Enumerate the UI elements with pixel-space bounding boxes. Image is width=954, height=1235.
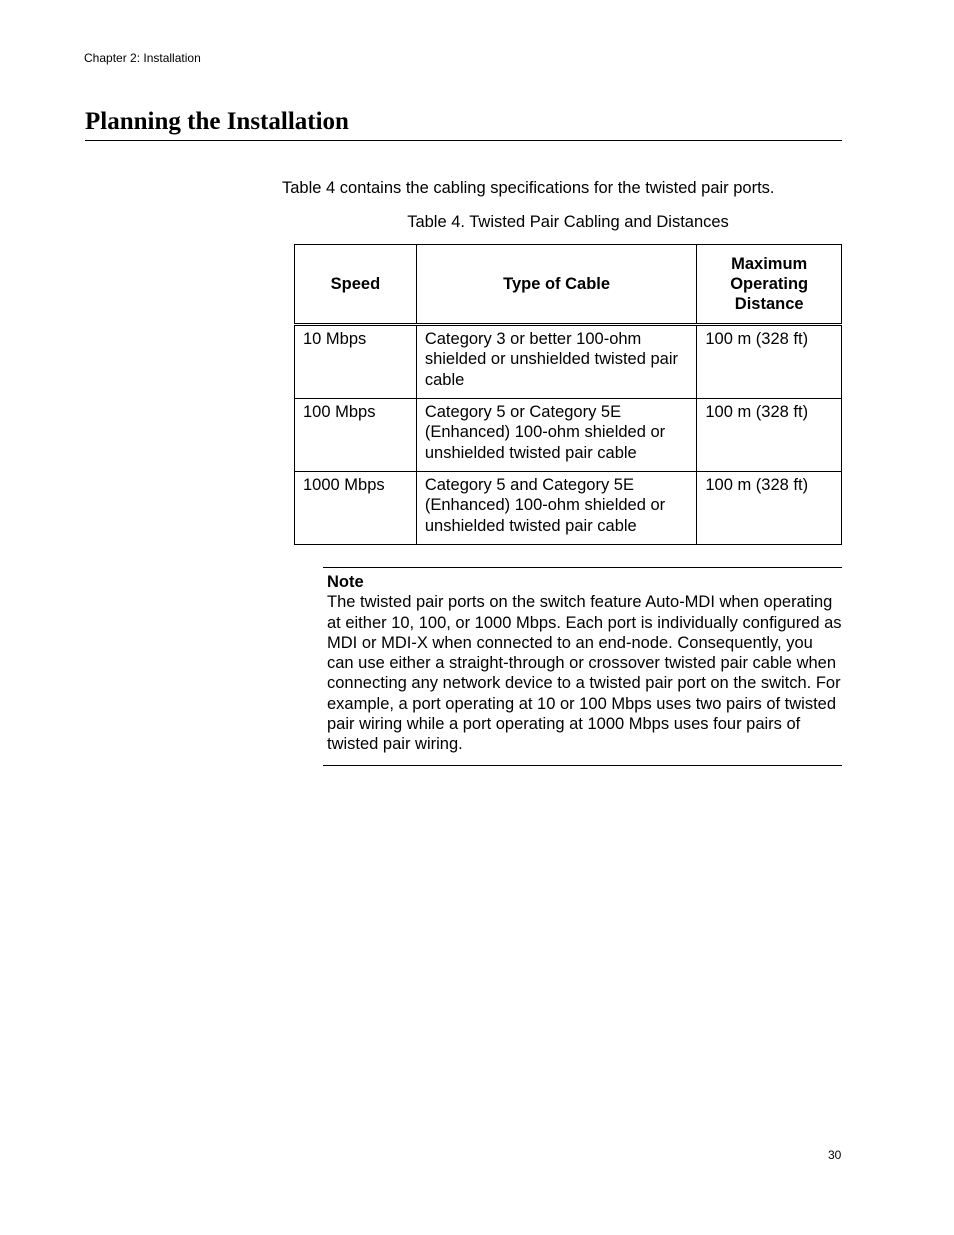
cell-speed: 100 Mbps [295,399,417,472]
cell-distance: 100 m (328 ft) [697,399,842,472]
cell-speed: 1000 Mbps [295,472,417,545]
note-text: The twisted pair ports on the switch feature Auto-MDI when operating at either 10, 100, or 1000 Mbps. Each port is individually configured as MDI or MDI-X when connected to an end-node. Consequently, you can use either a straight-through or crossover twisted pair cable when connecting any network device to a twisted pair port on the switch. For example, a port operating at 10 or 100 Mbps uses two pairs of twisted pair wiring while a port operating at 1000 Mbps uses four pairs of twisted pair wiring. [327,593,842,754]
table-caption: Table 4. Twisted Pair Cabling and Distances [407,213,729,231]
note-box [323,567,842,766]
cell-distance: 100 m (328 ft) [697,472,842,545]
cell-speed: 10 Mbps [295,325,417,399]
cell-distance: 100 m (328 ft) [697,325,842,399]
section-title: Planning the Installation [85,108,349,135]
cell-type: Category 5 or Category 5E (Enhanced) 100-ohm shielded or unshielded twisted pair cable [416,399,697,472]
page-number: 30 [828,1148,842,1162]
column-header-type: Type of Cable [416,245,697,325]
column-header-speed: Speed [295,245,417,325]
table-row [295,325,842,399]
note-label: Note [327,573,364,591]
cabling-table [294,244,842,545]
intro-paragraph: Table 4 contains the cabling specifications for the twisted pair ports. [282,179,775,197]
running-header: Chapter 2: Installation [84,51,201,65]
column-header-distance: Maximum Operating Distance [697,245,842,325]
table-header-row [295,245,842,325]
table-row [295,399,842,472]
cell-type: Category 5 and Category 5E (Enhanced) 100-ohm shielded or unshielded twisted pair cable [416,472,697,545]
cell-type: Category 3 or better 100-ohm shielded or unshielded twisted pair cable [416,325,697,399]
title-rule [85,140,842,141]
table-row [295,472,842,545]
